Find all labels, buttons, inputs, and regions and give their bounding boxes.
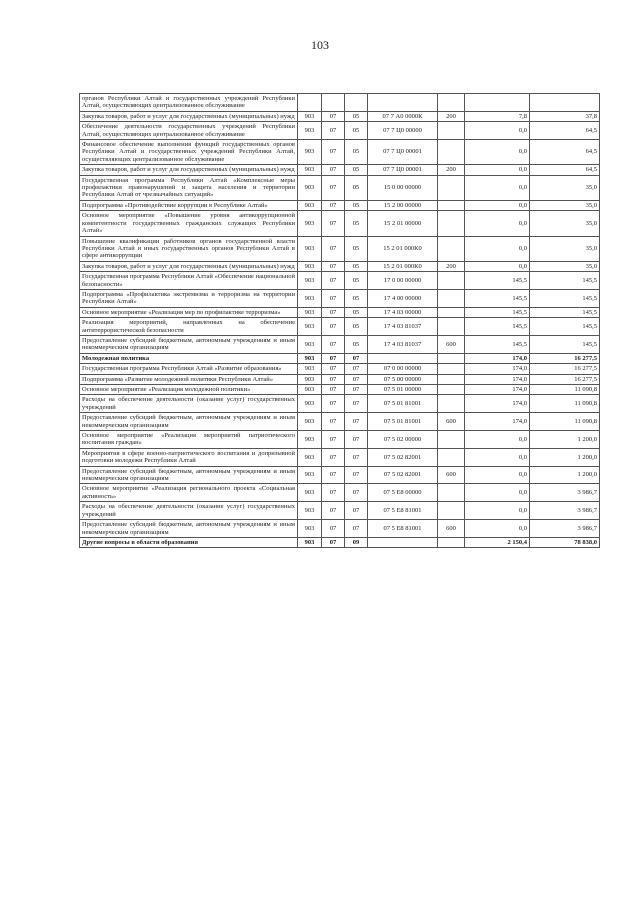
- amount-2022-cell: 11 090,8: [530, 413, 600, 431]
- table-row: [80, 537, 600, 547]
- section-code-cell: 07: [322, 537, 345, 547]
- ministry-code-cell: 903: [298, 335, 322, 353]
- expense-type-cell: [438, 175, 465, 200]
- amount-2021-cell: 0,0: [465, 502, 530, 520]
- subsection-code-cell: 07: [345, 385, 368, 395]
- expense-type-cell: [438, 94, 465, 112]
- target-article-cell: 15 2 01 00000: [368, 211, 438, 236]
- amount-2021-cell: 145,5: [465, 335, 530, 353]
- expense-type-cell: [438, 395, 465, 413]
- row-name-cell: Основное мероприятие «Реализация мероприятий патриотического воспитания граждан»: [80, 431, 298, 449]
- target-article-cell: 07 5 E8 00000: [368, 484, 438, 502]
- ministry-code-cell: 903: [298, 211, 322, 236]
- ministry-code-cell: 903: [298, 385, 322, 395]
- expense-type-cell: [438, 484, 465, 502]
- amount-2022-cell: 37,8: [530, 111, 600, 121]
- table-row: [80, 374, 600, 384]
- ministry-code-cell: 903: [298, 140, 322, 165]
- amount-2022-cell: 16 277,5: [530, 364, 600, 374]
- target-article-cell: 17 4 03 81037: [368, 335, 438, 353]
- row-name-cell: Другие вопросы в области образования: [80, 537, 298, 547]
- amount-2021-cell: 174,0: [465, 353, 530, 363]
- ministry-code-cell: 903: [298, 502, 322, 520]
- section-code-cell: 07: [322, 484, 345, 502]
- subsection-code-cell: [345, 94, 368, 112]
- table-row: [80, 484, 600, 502]
- expense-type-cell: [438, 211, 465, 236]
- amount-2021-cell: 174,0: [465, 395, 530, 413]
- ministry-code-cell: 903: [298, 175, 322, 200]
- expense-type-cell: [438, 289, 465, 307]
- target-article-cell: 07 7 Ц0 00001: [368, 165, 438, 175]
- section-code-cell: 07: [322, 211, 345, 236]
- amount-2022-cell: 64,5: [530, 140, 600, 165]
- section-code-cell: 07: [322, 413, 345, 431]
- subsection-code-cell: 05: [345, 175, 368, 200]
- subsection-code-cell: 07: [345, 448, 368, 466]
- section-code-cell: 07: [322, 289, 345, 307]
- expense-type-cell: [438, 122, 465, 140]
- target-article-cell: 07 5 01 00000: [368, 385, 438, 395]
- amount-2021-cell: 0,0: [465, 448, 530, 466]
- row-name-cell: Закупка товаров, работ и услуг для государственных (муниципальных) нужд: [80, 111, 298, 121]
- amount-2022-cell: 1 200,0: [530, 466, 600, 484]
- subsection-code-cell: 07: [345, 431, 368, 449]
- expense-type-cell: [438, 374, 465, 384]
- row-name-cell: Подпрограмма «Профилактика экстремизма и терроризма на территории Республики Алтай»: [80, 289, 298, 307]
- subsection-code-cell: 05: [345, 236, 368, 261]
- amount-2021-cell: 174,0: [465, 385, 530, 395]
- target-article-cell: 07 5 01 81001: [368, 395, 438, 413]
- ministry-code-cell: 903: [298, 353, 322, 363]
- subsection-code-cell: 07: [345, 374, 368, 384]
- ministry-code-cell: 903: [298, 236, 322, 261]
- row-name-cell: Подпрограмма «Противодействие коррупции в Республике Алтай»: [80, 200, 298, 210]
- table-row: [80, 413, 600, 431]
- amount-2021-cell: 145,5: [465, 307, 530, 317]
- table-row: [80, 165, 600, 175]
- ministry-code-cell: 903: [298, 289, 322, 307]
- target-article-cell: 07 7 Ц0 00001: [368, 140, 438, 165]
- subsection-code-cell: 07: [345, 353, 368, 363]
- table-row: [80, 431, 600, 449]
- section-code-cell: 07: [322, 307, 345, 317]
- row-name-cell: Основное мероприятие «Реализация молодежной политики»: [80, 385, 298, 395]
- amount-2022-cell: 1 200,0: [530, 448, 600, 466]
- ministry-code-cell: 903: [298, 395, 322, 413]
- row-name-cell: Повышение квалификации работников органов государственной власти Республики Алтай и иных государственных органов Республики Алтай в сфере антикоррупции: [80, 236, 298, 261]
- table-row: [80, 200, 600, 210]
- ministry-code-cell: 903: [298, 466, 322, 484]
- amount-2021-cell: 145,5: [465, 318, 530, 336]
- section-code-cell: 07: [322, 140, 345, 165]
- amount-2022-cell: 145,5: [530, 318, 600, 336]
- expense-type-cell: 600: [438, 520, 465, 538]
- target-article-cell: 15 2 01 000К0: [368, 261, 438, 271]
- table-row: [80, 520, 600, 538]
- amount-2022-cell: 3 986,7: [530, 484, 600, 502]
- section-code-cell: 07: [322, 520, 345, 538]
- amount-2022-cell: 145,5: [530, 307, 600, 317]
- table-row: [80, 318, 600, 336]
- ministry-code-cell: 903: [298, 122, 322, 140]
- amount-2022-cell: 145,5: [530, 335, 600, 353]
- amount-2022-cell: 78 838,0: [530, 537, 600, 547]
- row-name-cell: Финансовое обеспечение выполнения функций государственных органов Республики Алтай и государственных учреждений Республики Алтай, осуществляющих централизованное обслуживание: [80, 140, 298, 165]
- subsection-code-cell: 05: [345, 165, 368, 175]
- row-name-cell: Расходы на обеспечение деятельности (оказание услуг) государственных учреждений: [80, 502, 298, 520]
- section-code-cell: 07: [322, 175, 345, 200]
- table-row: [80, 211, 600, 236]
- amount-2022-cell: 35,0: [530, 200, 600, 210]
- section-code-cell: 07: [322, 335, 345, 353]
- section-code-cell: 07: [322, 448, 345, 466]
- amount-2022-cell: 1 200,0: [530, 431, 600, 449]
- row-name-cell: Основное мероприятие «Реализация мер по профилактике терроризма»: [80, 307, 298, 317]
- amount-2021-cell: 0,0: [465, 211, 530, 236]
- target-article-cell: 07 7 А0 0000К: [368, 111, 438, 121]
- target-article-cell: 07 5 02 82001: [368, 466, 438, 484]
- subsection-code-cell: 05: [345, 335, 368, 353]
- row-name-cell: Основное мероприятие «Повышение уровня антикоррупционной компетентности государственных гражданских служащих Республики Алтай»: [80, 211, 298, 236]
- section-code-cell: 07: [322, 385, 345, 395]
- amount-2021-cell: 174,0: [465, 364, 530, 374]
- row-name-cell: Подпрограмма «Развитие молодежной политики Республики Алтай»: [80, 374, 298, 384]
- subsection-code-cell: 05: [345, 289, 368, 307]
- row-name-cell: Закупка товаров, работ и услуг для государственных (муниципальных) нужд: [80, 165, 298, 175]
- table-row: [80, 289, 600, 307]
- ministry-code-cell: 903: [298, 272, 322, 290]
- row-name-cell: Обеспечение деятельности государственных учреждений Республики Алтай, осуществляющих централизованное обслуживание: [80, 122, 298, 140]
- target-article-cell: 07 7 Ц0 00000: [368, 122, 438, 140]
- expense-type-cell: [438, 140, 465, 165]
- amount-2022-cell: 11 090,8: [530, 385, 600, 395]
- amount-2021-cell: 0,0: [465, 140, 530, 165]
- subsection-code-cell: 05: [345, 211, 368, 236]
- expense-type-cell: [438, 318, 465, 336]
- subsection-code-cell: 09: [345, 537, 368, 547]
- subsection-code-cell: 07: [345, 364, 368, 374]
- amount-2021-cell: 2 150,4: [465, 537, 530, 547]
- subsection-code-cell: 05: [345, 261, 368, 271]
- section-code-cell: 07: [322, 353, 345, 363]
- budget-table: [79, 93, 600, 548]
- table-row: [80, 395, 600, 413]
- row-name-cell: Государственная программа Республики Алтай «Комплексные меры профилактики правонарушений и защита населения и территории Республики Алтай от чрезвычайных ситуаций»: [80, 175, 298, 200]
- table-row: [80, 353, 600, 363]
- amount-2021-cell: 174,0: [465, 374, 530, 384]
- amount-2021-cell: 7,8: [465, 111, 530, 121]
- expense-type-cell: [438, 431, 465, 449]
- budget-table-body: [80, 94, 600, 548]
- table-row: [80, 261, 600, 271]
- row-name-cell: Расходы на обеспечение деятельности (оказание услуг) государственных учреждений: [80, 395, 298, 413]
- subsection-code-cell: 07: [345, 520, 368, 538]
- amount-2022-cell: [530, 94, 600, 112]
- ministry-code-cell: 903: [298, 364, 322, 374]
- amount-2021-cell: 0,0: [465, 431, 530, 449]
- row-name-cell: Закупка товаров, работ и услуг для государственных (муниципальных) нужд: [80, 261, 298, 271]
- section-code-cell: 07: [322, 395, 345, 413]
- expense-type-cell: [438, 307, 465, 317]
- amount-2022-cell: 35,0: [530, 236, 600, 261]
- ministry-code-cell: 903: [298, 111, 322, 121]
- subsection-code-cell: 05: [345, 307, 368, 317]
- section-code-cell: 07: [322, 466, 345, 484]
- subsection-code-cell: 07: [345, 466, 368, 484]
- table-row: [80, 502, 600, 520]
- ministry-code-cell: 903: [298, 165, 322, 175]
- section-code-cell: 07: [322, 431, 345, 449]
- target-article-cell: 07 5 E8 81001: [368, 502, 438, 520]
- target-article-cell: 07 0 00 00000: [368, 364, 438, 374]
- subsection-code-cell: 07: [345, 395, 368, 413]
- amount-2021-cell: 0,0: [465, 236, 530, 261]
- amount-2022-cell: 145,5: [530, 272, 600, 290]
- expense-type-cell: 200: [438, 261, 465, 271]
- amount-2021-cell: 145,5: [465, 272, 530, 290]
- page-number: 103: [311, 38, 329, 52]
- row-name-cell: Предоставление субсидий бюджетным, автономным учреждениям и иным некоммерческим организациям: [80, 335, 298, 353]
- amount-2021-cell: 0,0: [465, 175, 530, 200]
- table-row: [80, 111, 600, 121]
- section-code-cell: 07: [322, 236, 345, 261]
- expense-type-cell: 600: [438, 413, 465, 431]
- amount-2021-cell: 0,0: [465, 165, 530, 175]
- expense-type-cell: [438, 537, 465, 547]
- section-code-cell: 07: [322, 374, 345, 384]
- expense-type-cell: 200: [438, 111, 465, 121]
- amount-2021-cell: 174,0: [465, 413, 530, 431]
- expense-type-cell: [438, 364, 465, 374]
- target-article-cell: 15 0 00 00000: [368, 175, 438, 200]
- row-name-cell: Предоставление субсидий бюджетным, автономным учреждениям и иным некоммерческим организациям: [80, 466, 298, 484]
- section-code-cell: 07: [322, 272, 345, 290]
- ministry-code-cell: 903: [298, 520, 322, 538]
- amount-2022-cell: 3 986,7: [530, 520, 600, 538]
- amount-2021-cell: 0,0: [465, 200, 530, 210]
- amount-2021-cell: 0,0: [465, 484, 530, 502]
- row-name-cell: Молодежная политика: [80, 353, 298, 363]
- amount-2021-cell: 145,5: [465, 289, 530, 307]
- subsection-code-cell: 07: [345, 413, 368, 431]
- amount-2022-cell: 16 277,5: [530, 353, 600, 363]
- target-article-cell: 07 5 02 00000: [368, 431, 438, 449]
- section-code-cell: 07: [322, 111, 345, 121]
- section-code-cell: 07: [322, 364, 345, 374]
- subsection-code-cell: 05: [345, 272, 368, 290]
- section-code-cell: 07: [322, 261, 345, 271]
- target-article-cell: 07 5 00 00000: [368, 374, 438, 384]
- table-row: [80, 94, 600, 112]
- table-row: [80, 236, 600, 261]
- target-article-cell: 07 5 02 82001: [368, 448, 438, 466]
- table-row: [80, 335, 600, 353]
- section-code-cell: [322, 94, 345, 112]
- expense-type-cell: [438, 200, 465, 210]
- subsection-code-cell: 05: [345, 318, 368, 336]
- target-article-cell: 07 5 E8 81001: [368, 520, 438, 538]
- amount-2022-cell: 11 090,8: [530, 395, 600, 413]
- section-code-cell: 07: [322, 502, 345, 520]
- expense-type-cell: 600: [438, 466, 465, 484]
- table-row: [80, 122, 600, 140]
- amount-2022-cell: 145,5: [530, 289, 600, 307]
- subsection-code-cell: 07: [345, 484, 368, 502]
- amount-2021-cell: 0,0: [465, 520, 530, 538]
- target-article-cell: 17 4 00 00000: [368, 289, 438, 307]
- expense-type-cell: [438, 448, 465, 466]
- table-row: [80, 307, 600, 317]
- target-article-cell: 15 2 00 00000: [368, 200, 438, 210]
- ministry-code-cell: 903: [298, 484, 322, 502]
- table-row: [80, 175, 600, 200]
- table-row: [80, 364, 600, 374]
- table-row: [80, 385, 600, 395]
- target-article-cell: 07 5 01 81001: [368, 413, 438, 431]
- section-code-cell: 07: [322, 200, 345, 210]
- target-article-cell: 17 0 00 00000: [368, 272, 438, 290]
- target-article-cell: [368, 94, 438, 112]
- ministry-code-cell: 903: [298, 374, 322, 384]
- amount-2022-cell: 16 277,5: [530, 374, 600, 384]
- subsection-code-cell: 05: [345, 122, 368, 140]
- amount-2022-cell: 35,0: [530, 261, 600, 271]
- section-code-cell: 07: [322, 318, 345, 336]
- subsection-code-cell: 07: [345, 502, 368, 520]
- expense-type-cell: [438, 353, 465, 363]
- amount-2022-cell: 35,0: [530, 211, 600, 236]
- expense-type-cell: [438, 236, 465, 261]
- expense-type-cell: [438, 385, 465, 395]
- row-name-cell: Мероприятия в сфере военно-патриотического воспитания и допризывной подготовки молодежи Республики Алтай: [80, 448, 298, 466]
- amount-2021-cell: [465, 94, 530, 112]
- ministry-code-cell: 903: [298, 200, 322, 210]
- subsection-code-cell: 05: [345, 200, 368, 210]
- expense-type-cell: [438, 272, 465, 290]
- expense-type-cell: 600: [438, 335, 465, 353]
- target-article-cell: 17 4 03 81037: [368, 318, 438, 336]
- ministry-code-cell: 903: [298, 318, 322, 336]
- target-article-cell: [368, 353, 438, 363]
- amount-2022-cell: 64,5: [530, 122, 600, 140]
- ministry-code-cell: 903: [298, 431, 322, 449]
- amount-2022-cell: 35,0: [530, 175, 600, 200]
- ministry-code-cell: 903: [298, 261, 322, 271]
- row-name-cell: органов Республики Алтай и государственных учреждений Республики Алтай, осуществляющих централизованное обслуживание: [80, 94, 298, 112]
- ministry-code-cell: 903: [298, 413, 322, 431]
- ministry-code-cell: 903: [298, 448, 322, 466]
- target-article-cell: 17 4 03 00000: [368, 307, 438, 317]
- table-row: [80, 448, 600, 466]
- row-name-cell: Основное мероприятие «Реализация регионального проекта «Социальная активность»: [80, 484, 298, 502]
- row-name-cell: Государственная программа Республики Алтай «Обеспечение национальной безопасности»: [80, 272, 298, 290]
- amount-2021-cell: 0,0: [465, 466, 530, 484]
- ministry-code-cell: 903: [298, 537, 322, 547]
- table-row: [80, 140, 600, 165]
- section-code-cell: 07: [322, 122, 345, 140]
- amount-2022-cell: 3 986,7: [530, 502, 600, 520]
- target-article-cell: [368, 537, 438, 547]
- subsection-code-cell: 05: [345, 140, 368, 165]
- expense-type-cell: 200: [438, 165, 465, 175]
- section-code-cell: 07: [322, 165, 345, 175]
- row-name-cell: Предоставление субсидий бюджетным, автономным учреждениям и иным некоммерческим организациям: [80, 520, 298, 538]
- expense-type-cell: [438, 502, 465, 520]
- row-name-cell: Государственная программа Республики Алтай «Развитие образования»: [80, 364, 298, 374]
- row-name-cell: Реализация мероприятий, направленных на обеспечение антитеррористической безопасности: [80, 318, 298, 336]
- amount-2021-cell: 0,0: [465, 122, 530, 140]
- table-row: [80, 466, 600, 484]
- subsection-code-cell: 05: [345, 111, 368, 121]
- row-name-cell: Предоставление субсидий бюджетным, автономным учреждениям и иным некоммерческим организациям: [80, 413, 298, 431]
- ministry-code-cell: 903: [298, 307, 322, 317]
- table-row: [80, 272, 600, 290]
- target-article-cell: 15 2 01 000К0: [368, 236, 438, 261]
- amount-2022-cell: 64,5: [530, 165, 600, 175]
- ministry-code-cell: [298, 94, 322, 112]
- amount-2021-cell: 0,0: [465, 261, 530, 271]
